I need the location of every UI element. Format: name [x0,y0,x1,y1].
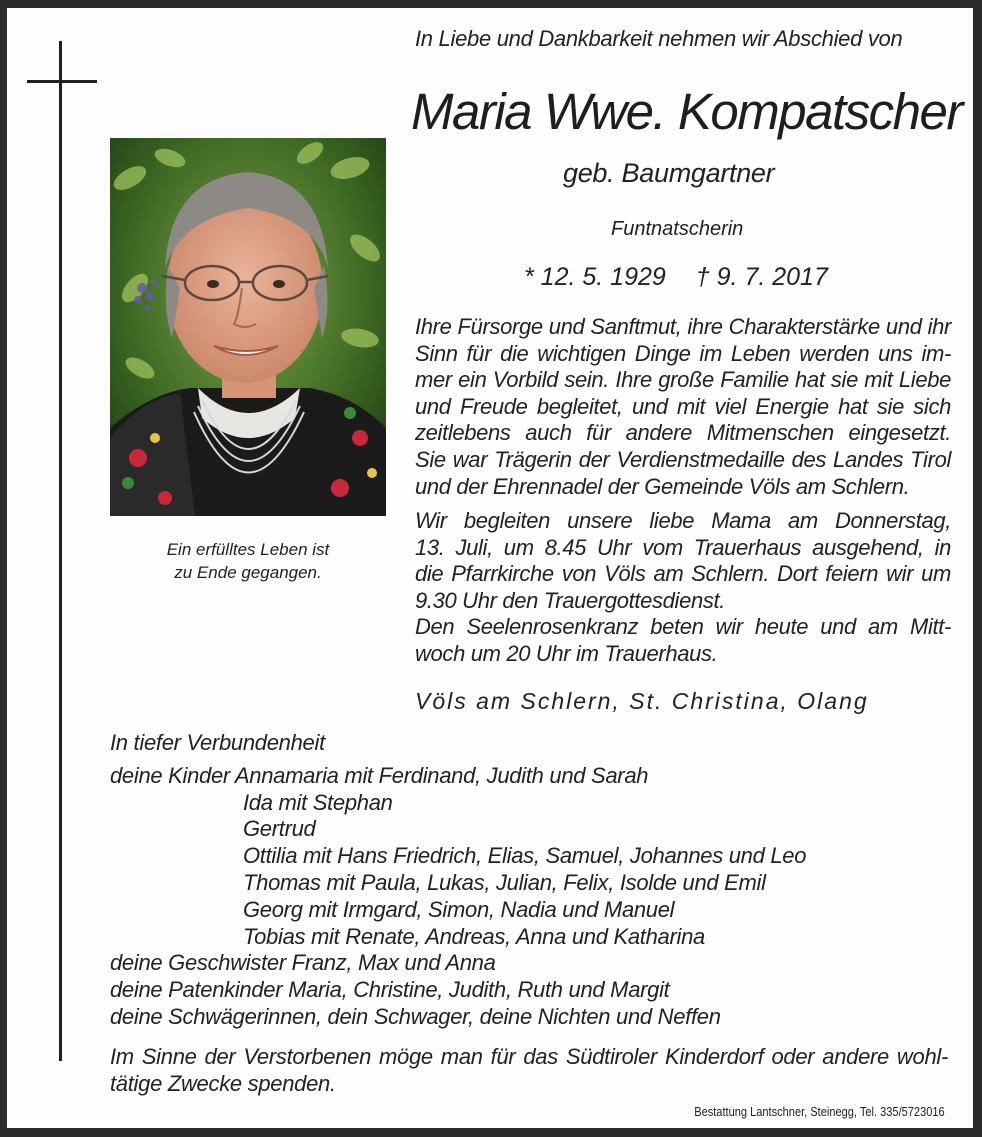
funeral-home-footer: Bestattung Lantschner, Steinegg, Tel. 335/5723016 [694,1104,945,1119]
tribute-line: Sinn für die wichtigen Dinge im Leben werden uns im- [415,340,951,366]
siblings-line: deine Geschwister Franz, Max und Anna [110,950,496,976]
tribute-line: zeitlebens auch für andere Mitmenschen eingesetzt. [415,420,951,446]
cross-vertical-bar [59,41,62,1061]
funeral-line: Den Seelenrosenkranz beten wir heute und am Mitt- [415,614,951,640]
donation-line: Im Sinne der Verstorbenen möge man für das Südtiroler Kinderdorf oder andere wohl- [110,1044,948,1069]
birth-name: geb. Baumgartner [563,158,775,188]
portrait-photo [110,138,386,516]
children-line: Tobias mit Renate, Andreas, Anna und Katharina [243,923,705,949]
death-date: † 9. 7. 2017 [695,263,828,291]
photo-caption [110,538,386,584]
in-laws-line: deine Schwägerinnen, dein Schwager, deine Nichten und Neffen [110,1003,721,1029]
funeral-line: Wir begleiten unsere liebe Mama am Donnerstag, [415,508,951,533]
caption-line: Ein erfülltes Leben ist [166,540,330,559]
family-list [110,730,806,1031]
deceased-name: Maria Wwe. Kompatscher [411,83,962,140]
funeral-line: 9.30 Uhr den Trauergottesdienst. [415,587,726,613]
children-line: Georg mit Irmgard, Simon, Nadia und Manuel [243,896,675,922]
funeral-line: 13. Juli, um 8.45 Uhr vom Trauerhaus ausgehend, in [415,534,951,560]
cross-horizontal-bar [27,80,97,83]
donation-note [110,1043,948,1097]
farm-name: Funtnatscherin [611,218,744,240]
intro-line: In Liebe und Dankbarkeit nehmen wir Abschied von [415,26,903,51]
birth-date: * 12. 5. 1929 [524,263,666,291]
life-dates [524,263,828,292]
tribute-line: und Freude begleitet, und mit viel Energie hat sie sich [415,393,951,419]
tribute-line: mer ein Vorbild sein. Ihre große Familie hat sie mit Liebe [415,367,951,393]
donation-line: tätige Zwecke spenden. [110,1071,336,1096]
caption-line: zu Ende gegangen. [174,563,322,582]
godchildren-line: deine Patenkinder Maria, Christine, Judith, Ruth und Margit [110,977,670,1003]
funeral-paragraph [415,508,951,668]
funeral-line: die Pfarrkirche von Völs am Schlern. Dort feiern wir um [415,561,951,587]
places-line: Völs am Schlern, St. Christina, Olang [415,688,869,714]
obituary-notice [7,8,973,1128]
children-line: Thomas mit Paula, Lukas, Julian, Felix, Isolde und Emil [243,869,766,895]
tribute-line: und der Ehrennadel der Gemeinde Völs am Schlern. [415,473,910,499]
children-line: Ottilia mit Hans Friedrich, Elias, Samuel, Johannes und Leo [243,843,807,869]
children-line: Ida mit Stephan [243,789,393,815]
tribute-paragraph [415,314,951,500]
funeral-line: woch um 20 Uhr im Trauerhaus. [415,640,718,666]
children-line: Gertrud [243,816,316,842]
tribute-line: Ihre Fürsorge und Sanftmut, ihre Charakterstärke und ihr [415,314,951,339]
children-line: deine Kinder Annamaria mit Ferdinand, Judith und Sarah [110,762,649,788]
family-heading: In tiefer Verbundenheit [110,730,325,755]
tribute-line: Sie war Trägerin der Verdienstmedaille des Landes Tirol [415,446,951,472]
